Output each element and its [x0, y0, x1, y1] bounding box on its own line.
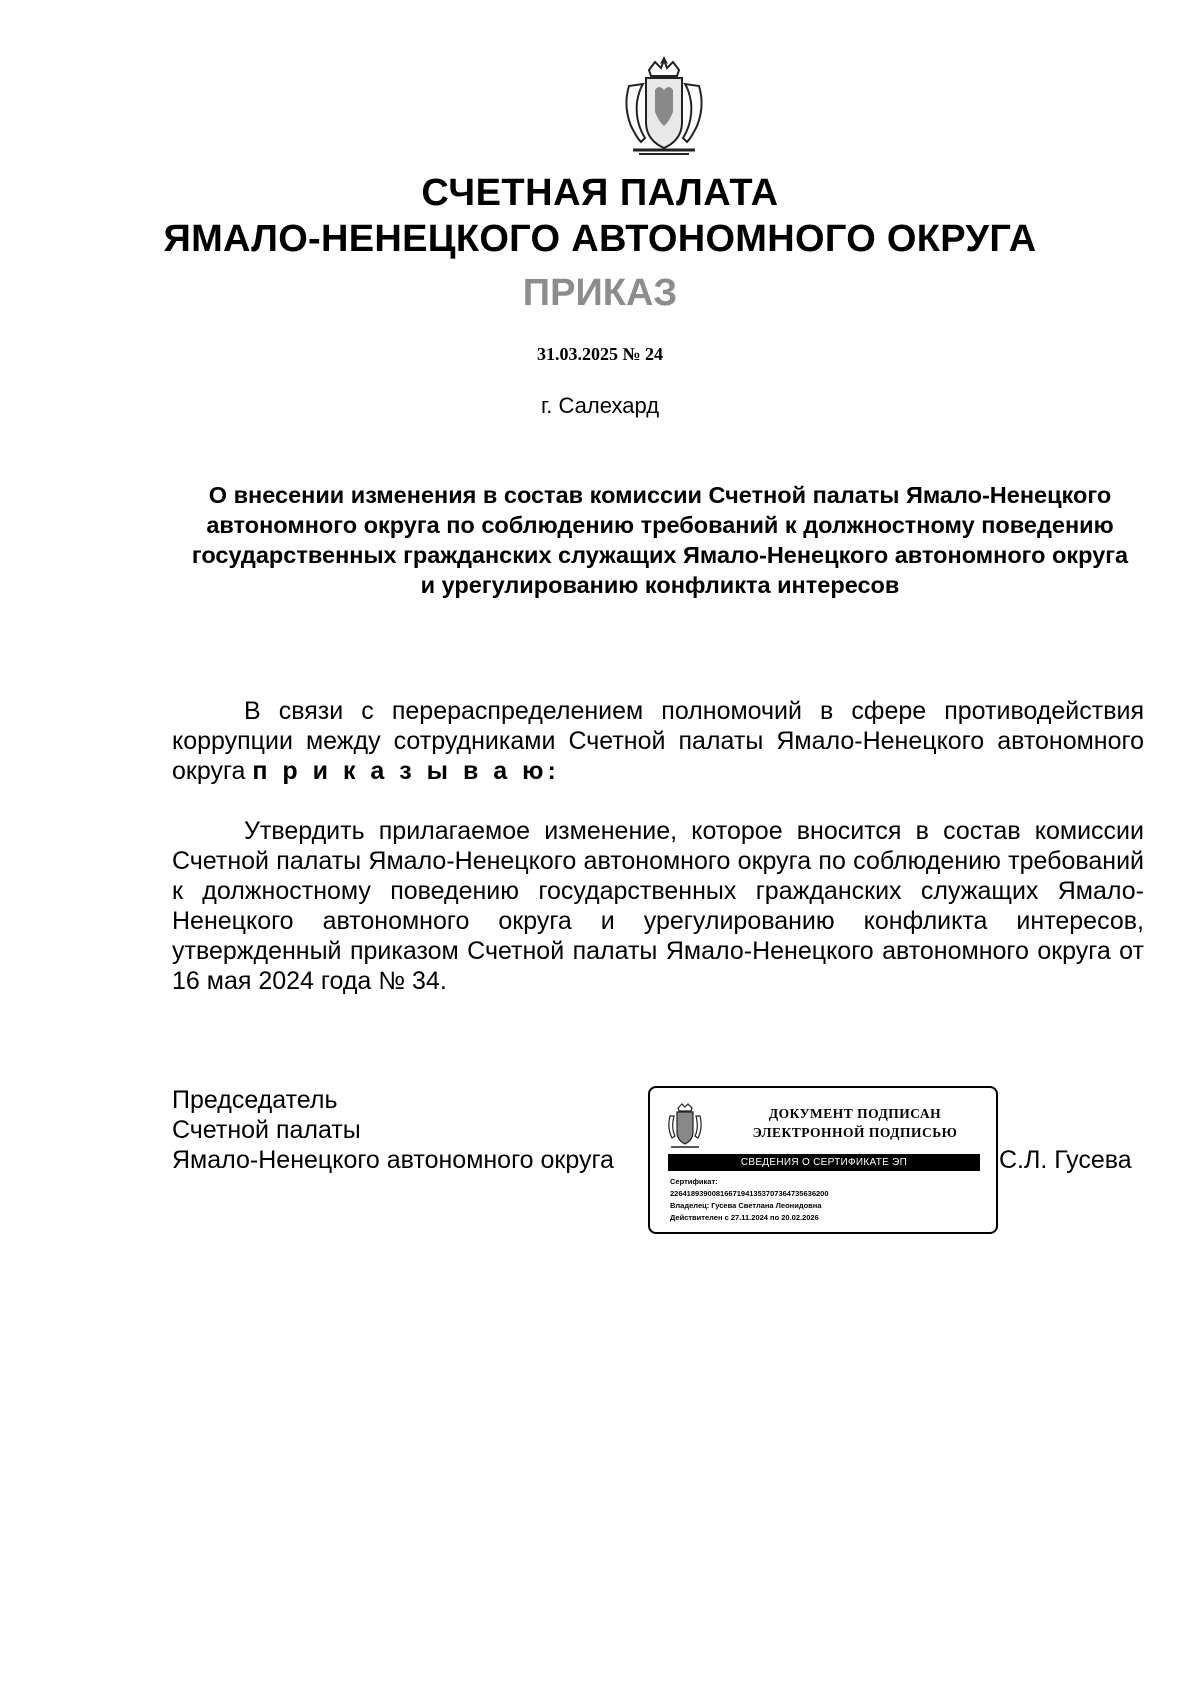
- stamp-title-line2: ЭЛЕКТРОННОЙ ПОДПИСЬЮ: [752, 1125, 958, 1140]
- order-word: п р и к а з ы в а ю:: [252, 757, 560, 785]
- paragraph-1-text: В связи с перераспределением полномочий в сфере противодействия коррупции между сотрудниками Счетной палаты Ямало-Ненецкого автономного округа: [172, 697, 1144, 785]
- electronic-signature-stamp: [648, 1086, 998, 1234]
- document-subject: О внесении изменения в состав комиссии Счетной палаты Ямало-Ненецкого автономного округа по соблюдению требований к должностному поведению государственных гражданских служащих Ямало-Ненецкого автономного округа и урегулированию конфликта интересов: [191, 482, 1129, 598]
- stamp-title: [720, 1104, 990, 1142]
- body-paragraph-2: Утвердить прилагаемое изменение, которое вносится в состав комиссии Счетной палаты Ямало-Ненецкого автономного округа по соблюдению требований к должностному поведению государственных гражданских служащих Ямало-Ненецкого автономного округа и урегулированию конфликта интересов, утвержденный приказом Счетной палаты Ямало-Ненецкого автономного округа от 16 мая 2024 года № 34.: [172, 817, 1144, 995]
- stamp-coat-of-arms-icon: [666, 1102, 704, 1150]
- stamp-certificate-header: СВЕДЕНИЯ О СЕРТИФИКАТЕ ЭП: [668, 1154, 980, 1171]
- signer-position: [172, 1085, 614, 1175]
- signer-position-line3: Ямало-Ненецкого автономного округа: [172, 1146, 614, 1174]
- document-city: г. Салехард: [540, 393, 660, 418]
- stamp-certificate-label: Сертификат:: [670, 1177, 718, 1186]
- stamp-certificate-number: 22641893900816671941353707364735636200: [670, 1189, 829, 1198]
- signer-position-line2: Счетной палаты: [172, 1116, 361, 1144]
- organization-name-line2: ЯМАЛО-НЕНЕЦКОГО АВТОНОМНОГО ОКРУГА: [163, 218, 1037, 260]
- stamp-title-line1: ДОКУМЕНТ ПОДПИСАН: [768, 1106, 942, 1121]
- body-paragraph-1: [172, 696, 1144, 786]
- document-date-number: 31.03.2025 № 24: [536, 344, 664, 364]
- stamp-validity: Действителен с 27.11.2024 по 20.02.2026: [670, 1213, 819, 1222]
- signer-name: С.Л. Гусева: [999, 1146, 1132, 1174]
- stamp-owner: Владелец: Гусева Светлана Леонидовна: [670, 1201, 822, 1210]
- organization-name-line1: СЧЕТНАЯ ПАЛАТА: [421, 172, 779, 214]
- stamp-certificate-info: [670, 1176, 990, 1224]
- document-type-title: ПРИКАЗ: [522, 272, 678, 314]
- coat-of-arms-icon: [619, 52, 709, 160]
- signer-position-line1: Председатель: [172, 1086, 338, 1114]
